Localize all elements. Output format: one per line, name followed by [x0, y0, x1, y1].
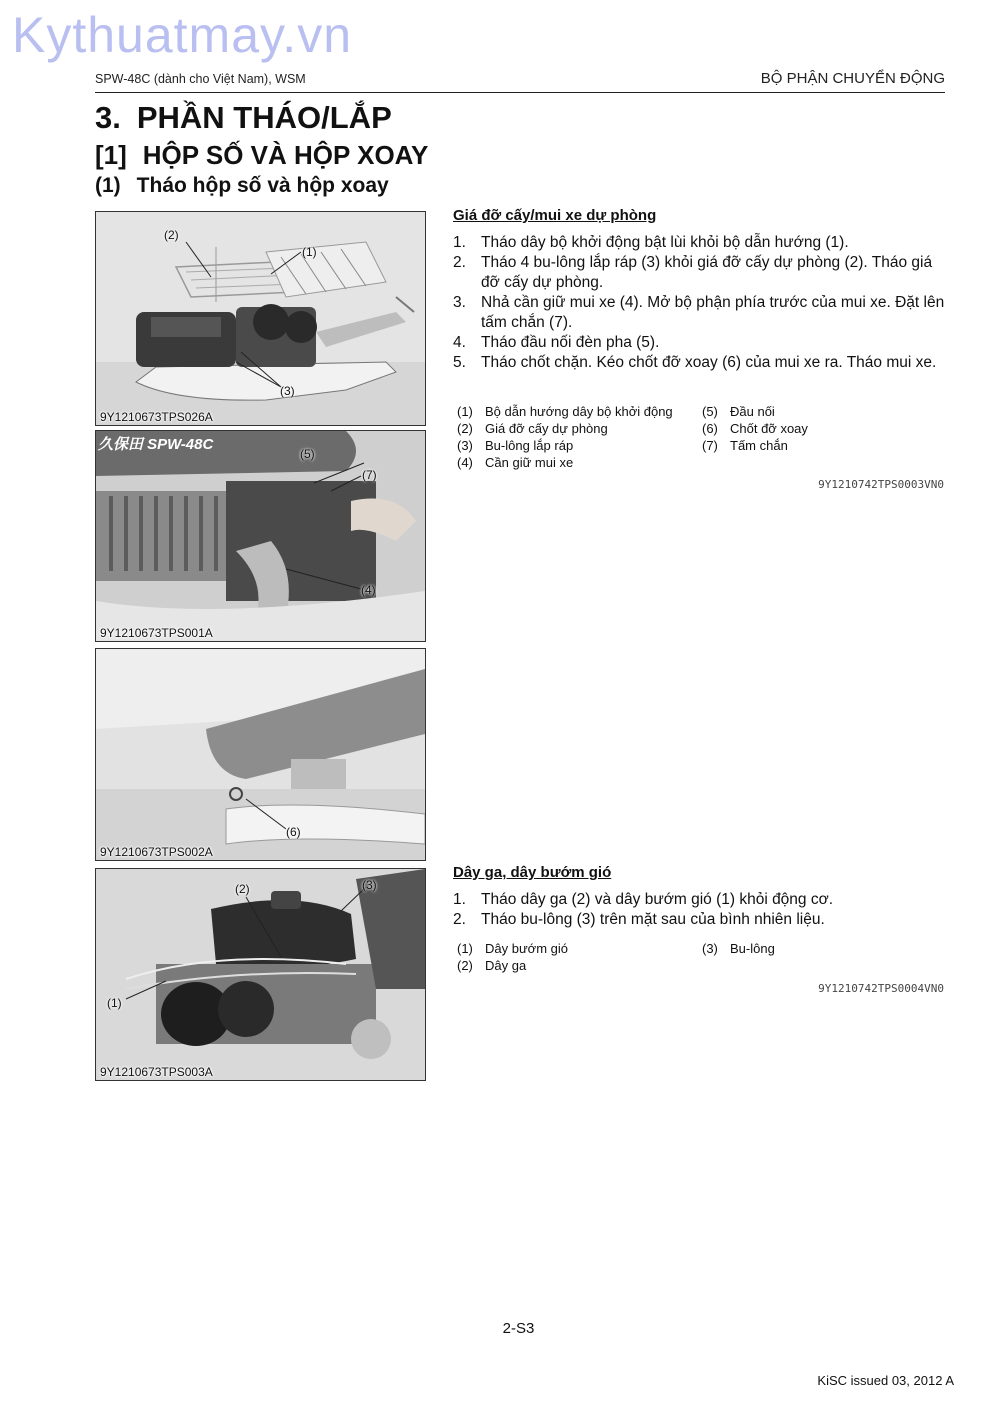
- photo-transplanter-overview: [95, 211, 426, 426]
- step-text: Nhả cần giữ mui xe (4). Mở bộ phận phía trước của mui xe. Đặt lên tấm chắn (7).: [481, 294, 945, 331]
- legend-column-left: [457, 403, 702, 471]
- legend-number: (3): [702, 941, 718, 956]
- callout-label: (7): [362, 468, 377, 482]
- heading-level-3: [95, 174, 389, 198]
- callout-label: (6): [286, 825, 301, 839]
- photo-code: 9Y1210673TPS002A: [100, 845, 213, 859]
- step-text: Tháo dây bộ khởi động bật lùi khỏi bộ dẫn hướng (1).: [481, 234, 849, 251]
- legend-number: (3): [457, 438, 473, 453]
- heading-1-number: 3.: [95, 100, 121, 135]
- step-text: Tháo chốt chặn. Kéo chốt đỡ xoay (6) của mui xe ra. Tháo mui xe.: [481, 354, 937, 371]
- section2-reference-code: 9Y1210742TPS0004VN0: [818, 982, 944, 995]
- heading-2-number: [1]: [95, 140, 127, 170]
- legend-row: [457, 957, 702, 974]
- step-text: Tháo bu-lông (3) trên mặt sau của bình nhiên liệu.: [481, 911, 825, 928]
- section2-legend: [457, 940, 949, 974]
- heading-3-number: (1): [95, 174, 121, 197]
- legend-text: Chốt đỡ xoay: [730, 421, 808, 436]
- legend-text: Dây ga: [485, 958, 527, 973]
- legend-text: Đầu nối: [730, 404, 775, 419]
- issue-note: KiSC issued 03, 2012 A: [817, 1373, 954, 1388]
- step-text: Tháo 4 bu-lông lắp ráp (3) khỏi giá đỡ cấy dự phòng (2). Tháo giá đỡ cấy dự phòng.: [481, 254, 933, 291]
- legend-row: [457, 940, 702, 957]
- section1-reference-code: 9Y1210742TPS0003VN0: [818, 478, 944, 491]
- legend-number: (2): [457, 421, 473, 436]
- legend-row: [702, 437, 947, 454]
- legend-number: (2): [457, 958, 473, 973]
- photo-code: 9Y1210673TPS003A: [100, 1065, 213, 1079]
- header-section: BỘ PHẬN CHUYỂN ĐỘNG: [760, 70, 945, 87]
- step-text: Tháo đầu nối đèn pha (5).: [481, 334, 660, 351]
- legend-text: Bu-lông lắp ráp: [485, 438, 574, 453]
- callout-label: (1): [107, 996, 122, 1010]
- legend-row: [702, 403, 947, 420]
- legend-row: [457, 454, 702, 471]
- legend-text: Dây bướm gió: [485, 941, 568, 956]
- step-number: 1.: [453, 234, 466, 251]
- legend-column-left: [457, 940, 702, 974]
- step-item: [453, 293, 948, 333]
- section-title-planting-rack: Giá đỡ cấy/mui xe dự phòng: [453, 207, 657, 224]
- callout-label: (5): [300, 447, 315, 461]
- photo-code: 9Y1210673TPS001A: [100, 626, 213, 640]
- machine-brand-text: 久保田 SPW-48C: [98, 436, 214, 453]
- step-number: 5.: [453, 354, 466, 371]
- callout-label: (3): [280, 384, 295, 398]
- step-item: [453, 353, 948, 373]
- legend-column-right: [702, 940, 947, 957]
- heading-level-2: [95, 140, 428, 171]
- legend-column-right: [702, 403, 947, 454]
- legend-number: (6): [702, 421, 718, 436]
- photo-hood-pivot-pin: [95, 648, 426, 861]
- header-model: SPW-48C (dành cho Việt Nam), WSM: [95, 72, 306, 86]
- legend-row: [457, 403, 702, 420]
- legend-row: [702, 420, 947, 437]
- section1-steps: [453, 233, 948, 373]
- photo-hood-latch: [95, 430, 426, 642]
- legend-number: (1): [457, 404, 473, 419]
- step-number: 3.: [453, 294, 466, 311]
- photo-code: 9Y1210673TPS026A: [100, 410, 213, 424]
- heading-level-1: [95, 100, 392, 136]
- legend-number: (1): [457, 941, 473, 956]
- legend-text: Bộ dẫn hướng dây bộ khởi động: [485, 404, 673, 419]
- legend-row: [702, 940, 947, 957]
- step-item: [453, 233, 948, 253]
- heading-2-text: HỘP SỐ VÀ HỘP XOAY: [142, 140, 429, 170]
- step-item: [453, 333, 948, 353]
- section2-steps: [453, 890, 948, 930]
- legend-row: [457, 420, 702, 437]
- callout-label: (1): [302, 245, 317, 259]
- step-item: [453, 253, 948, 293]
- legend-number: (5): [702, 404, 718, 419]
- legend-number: (4): [457, 455, 473, 470]
- callout-label: (3): [362, 878, 377, 892]
- step-number: 2.: [453, 911, 466, 928]
- callout-label: (2): [235, 882, 250, 896]
- step-item: [453, 890, 948, 910]
- step-text: Tháo dây ga (2) và dây bướm gió (1) khỏi động cơ.: [481, 891, 834, 908]
- legend-number: (7): [702, 438, 718, 453]
- heading-3-text: Tháo hộp số và hộp xoay: [136, 174, 389, 197]
- step-number: 2.: [453, 254, 466, 271]
- legend-text: Tấm chắn: [730, 438, 788, 453]
- page-number: 2-S3: [502, 1320, 535, 1337]
- step-item: [453, 910, 948, 930]
- section1-legend: [457, 403, 949, 471]
- legend-text: Bu-lông: [730, 941, 775, 956]
- legend-row: [457, 437, 702, 454]
- callout-label: (2): [164, 228, 179, 242]
- watermark-logo: Kythuatmay.vn: [12, 7, 353, 63]
- legend-text: Giá đỡ cấy dự phòng: [485, 421, 608, 436]
- callout-label: (4): [361, 583, 376, 597]
- step-number: 1.: [453, 891, 466, 908]
- photo-fuel-tank-cables: [95, 868, 426, 1081]
- header-divider: [95, 92, 945, 93]
- section-title-throttle-cables: Dây ga, dây bướm gió: [453, 864, 612, 881]
- step-number: 4.: [453, 334, 466, 351]
- legend-text: Cần giữ mui xe: [485, 455, 574, 470]
- heading-1-text: PHẦN THÁO/LẮP: [136, 100, 392, 135]
